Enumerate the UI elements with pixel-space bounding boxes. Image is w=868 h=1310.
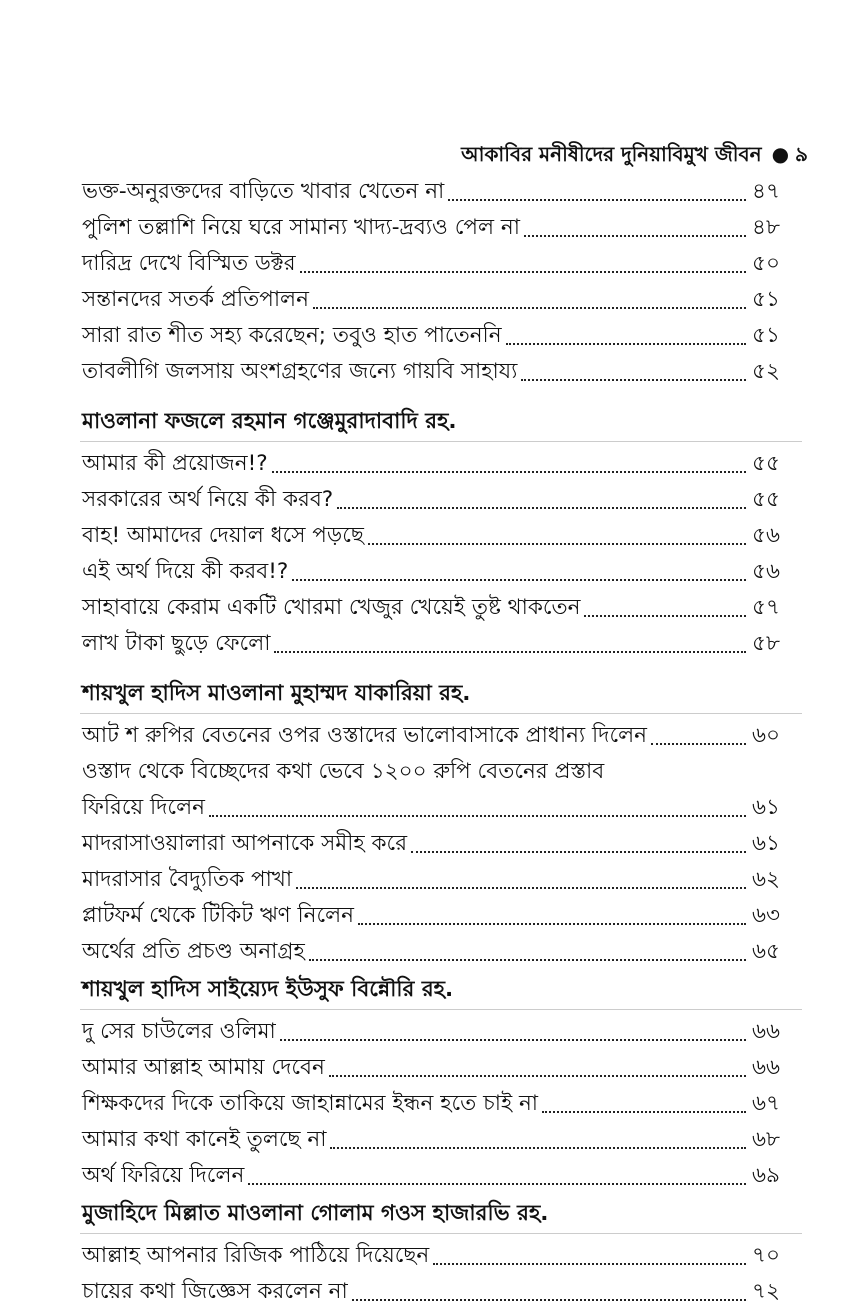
entry-title: সাহাবায়ে কেরাম একটি খোরমা খেজুর খেয়েই তুষ্ট থাকতেন xyxy=(82,595,581,620)
dot-leader xyxy=(248,1183,746,1185)
entry-title: বাহ! আমাদের দেয়াল ধসে পড়ছে xyxy=(82,523,364,548)
dot-leader xyxy=(352,1299,746,1301)
entry-page: ৬১ xyxy=(752,831,780,856)
dot-leader xyxy=(506,343,746,345)
dot-leader xyxy=(313,307,746,309)
toc-entry[interactable] xyxy=(82,1122,800,1158)
entry-title: লাখ টাকা ছুড়ে ফেলো xyxy=(82,631,271,656)
entry-title: সন্তানদের সতর্ক প্রতিপালন xyxy=(82,287,309,312)
toc-entry[interactable] xyxy=(82,1014,800,1050)
toc-entry[interactable] xyxy=(82,282,800,318)
dot-leader xyxy=(209,815,746,817)
entry-page: ৫০ xyxy=(752,251,780,276)
toc-entry[interactable] xyxy=(82,590,800,626)
entry-page: ৬৫ xyxy=(752,939,780,964)
entry-page: ৫১ xyxy=(752,287,780,312)
dot-leader xyxy=(337,507,746,509)
toc-entry[interactable] xyxy=(82,210,800,246)
entry-page: ৬৩ xyxy=(752,903,780,928)
toc-entry[interactable] xyxy=(82,626,800,662)
dot-leader xyxy=(542,1111,746,1113)
toc-group xyxy=(82,174,800,390)
toc-entry[interactable] xyxy=(82,1238,800,1274)
entry-title: তাবলীগি জলসায় অংশগ্রহণের জন্যে গায়বি সাহায্য xyxy=(82,359,518,384)
entry-page: ৫৫ xyxy=(752,451,780,476)
toc-entry[interactable] xyxy=(82,934,800,970)
entry-title: মাদরাসার বৈদ্যুতিক পাখা xyxy=(82,867,293,892)
toc-group xyxy=(82,676,800,970)
toc-entry[interactable] xyxy=(82,826,800,862)
entry-page: ৫৬ xyxy=(752,559,780,584)
dot-leader xyxy=(433,1263,746,1265)
entry-title: আল্লাহ আপনার রিজিক পাঠিয়ে দিয়েছেন xyxy=(82,1243,430,1268)
dot-leader xyxy=(524,235,746,237)
entry-title: দারিদ্র দেখে বিস্মিত ডক্টর xyxy=(82,251,296,276)
dot-leader xyxy=(358,923,746,925)
entry-title: শিক্ষকদের দিকে তাকিয়ে জাহান্নামের ইন্ধন হতে চাই না xyxy=(82,1091,539,1116)
bullet-icon: ● xyxy=(771,142,790,166)
toc-entry[interactable] xyxy=(82,1086,800,1122)
entry-page: ৪৭ xyxy=(752,179,780,204)
entry-page: ৬২ xyxy=(752,867,780,892)
toc-entry[interactable] xyxy=(82,246,800,282)
divider xyxy=(80,440,802,442)
toc-entry[interactable] xyxy=(82,446,800,482)
entry-page: ৬৭ xyxy=(752,1091,780,1116)
toc-entry[interactable] xyxy=(82,554,800,590)
toc-entry[interactable] xyxy=(82,1158,800,1194)
divider xyxy=(80,1232,802,1234)
entry-page: ৫৫ xyxy=(752,487,780,512)
dot-leader xyxy=(521,379,746,381)
entry-page: ৫৭ xyxy=(752,595,780,620)
toc-entry[interactable] xyxy=(82,718,800,754)
entry-page: ৬৮ xyxy=(752,1127,780,1152)
toc-entry[interactable] xyxy=(82,754,800,826)
entry-title: আমার আল্লাহ আমায় দেবেন xyxy=(82,1055,325,1080)
entry-title: পুলিশ তল্লাশি নিয়ে ঘরে সামান্য খাদ্য-দ্রব্যও পেল না xyxy=(82,215,520,240)
entry-page: ৫১ xyxy=(752,323,780,348)
dot-leader xyxy=(272,471,746,473)
entry-title: আমার কী প্রয়োজন!? xyxy=(82,451,268,476)
section-heading: মুজাহিদে মিল্লাত মাওলানা গোলাম গওস হাজারভি রহ. xyxy=(82,1201,549,1226)
dot-leader xyxy=(330,1147,746,1149)
entry-page: ৫৮ xyxy=(752,631,780,656)
entry-page: ৬১ xyxy=(752,795,780,820)
dot-leader xyxy=(309,959,746,961)
toc-entry[interactable] xyxy=(82,174,800,210)
entry-title: অর্থের প্রতি প্রচণ্ড অনাগ্রহ xyxy=(82,939,305,964)
entry-page: ৫২ xyxy=(752,359,780,384)
dot-leader xyxy=(300,271,746,273)
toc-entry[interactable] xyxy=(82,898,800,934)
page-number: ৯ xyxy=(795,142,808,166)
dot-leader xyxy=(411,851,746,853)
section-heading: শায়খুল হাদিস মাওলানা মুহাম্মদ যাকারিয়া রহ. xyxy=(82,681,471,706)
dot-leader xyxy=(274,651,746,653)
dot-leader xyxy=(584,615,746,617)
entry-title-line2: ফিরিয়ে দিলেন xyxy=(82,795,205,820)
entry-page: ৭০ xyxy=(752,1243,780,1268)
divider xyxy=(80,712,802,714)
entry-page: ৫৬ xyxy=(752,523,780,548)
entry-page: ৬০ xyxy=(752,723,780,748)
entry-page: ৬৬ xyxy=(752,1019,780,1044)
toc-entry[interactable] xyxy=(82,482,800,518)
entry-title: আট শ রুপির বেতনের ওপর ওস্তাদের ভালোবাসাকে প্রাধান্য দিলেন xyxy=(82,723,647,748)
dot-leader xyxy=(448,199,746,201)
entry-title: মাদরাসাওয়ালারা আপনাকে সমীহ করে xyxy=(82,831,408,856)
entry-page: ৬৯ xyxy=(752,1163,780,1188)
entry-title: এই অর্থ দিয়ে কী করব!? xyxy=(82,559,289,584)
divider xyxy=(80,1008,802,1010)
toc-entry[interactable] xyxy=(82,354,800,390)
running-header xyxy=(461,140,808,173)
toc-entry[interactable] xyxy=(82,318,800,354)
entry-title: ভক্ত-অনুরক্তদের বাড়িতে খাবার খেতেন না xyxy=(82,179,445,204)
entry-page: ৭২ xyxy=(752,1279,780,1304)
book-title: আকাবির মনীষীদের দুনিয়াবিমুখ জীবন xyxy=(461,142,762,166)
toc-group xyxy=(82,404,800,662)
section-heading: মাওলানা ফজলে রহমান গঞ্জেমুরাদাবাদি রহ. xyxy=(82,409,457,434)
dot-leader xyxy=(292,579,746,581)
entry-page: ৪৮ xyxy=(752,215,780,240)
dot-leader xyxy=(296,887,746,889)
toc-entry[interactable] xyxy=(82,1050,800,1086)
entry-title: চায়ের কথা জিজ্ঞেস করলেন না xyxy=(82,1279,348,1304)
toc-entry[interactable] xyxy=(82,1274,800,1310)
toc-group xyxy=(82,972,800,1194)
dot-leader xyxy=(368,543,746,545)
entry-title: দু সের চাউলের ওলিমা xyxy=(82,1019,276,1044)
dot-leader xyxy=(280,1039,746,1041)
toc-entry[interactable] xyxy=(82,862,800,898)
entry-title: আমার কথা কানেই তুলছে না xyxy=(82,1127,327,1152)
section-heading: শায়খুল হাদিস সাইয়্যেদ ইউসুফ বিন্নৌরি রহ. xyxy=(82,977,454,1002)
dot-leader xyxy=(651,743,746,745)
entry-title: প্লাটফর্ম থেকে টিকিট ঋণ নিলেন xyxy=(82,903,354,928)
table-of-contents xyxy=(82,174,800,1310)
entry-page: ৬৬ xyxy=(752,1055,780,1080)
entry-title: সরকারের অর্থ নিয়ে কী করব? xyxy=(82,487,334,512)
entry-title: সারা রাত শীত সহ্য করেছেন; তবুও হাত পাতেননি xyxy=(82,323,502,348)
toc-entry[interactable] xyxy=(82,518,800,554)
toc-group xyxy=(82,1196,800,1310)
dot-leader xyxy=(329,1075,746,1077)
entry-title: অর্থ ফিরিয়ে দিলেন xyxy=(82,1163,245,1188)
entry-title-line1: ওস্তাদ থেকে বিচ্ছেদের কথা ভেবে ১২০০ রুপি বেতনের প্রস্তাব xyxy=(82,759,605,784)
